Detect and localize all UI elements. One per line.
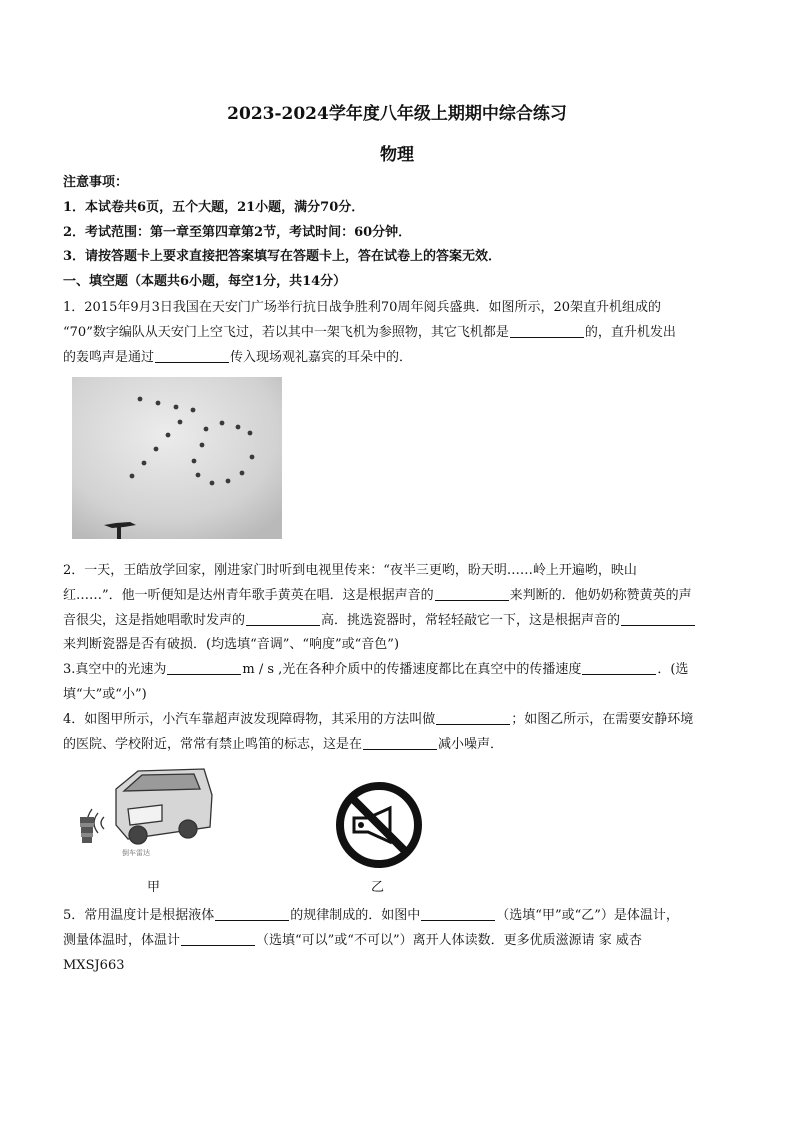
car-figure-caption: 倒车雷达 <box>122 849 150 857</box>
question-3-line: 填“大”或“小”) <box>63 687 147 702</box>
car-radar-figure <box>76 765 216 865</box>
section-heading: 一、填空题（本题共6小题，每空1分，共14分） <box>63 274 347 289</box>
answer-blank[interactable] <box>435 587 509 601</box>
answer-blank[interactable] <box>582 661 656 675</box>
answer-blank[interactable] <box>155 349 229 363</box>
answer-blank[interactable] <box>510 324 584 338</box>
answer-blank[interactable] <box>421 907 495 921</box>
helicopter-formation-photo <box>72 377 282 539</box>
no-honking-sign <box>334 780 424 870</box>
question-5-line: MXSJ663 <box>63 958 125 973</box>
question-4-line: 4．如图甲所示，小汽车靠超声波发现障碍物，其采用的方法叫做 ；如图乙所示，在需要安静环境 <box>63 712 694 727</box>
answer-blank[interactable] <box>363 736 437 750</box>
exam-title: 2023-2024学年度八年级上期期中综合练习 <box>227 104 567 124</box>
question-1-line: “70”数字编队从天安门上空飞过，若以其中一架飞机为参照物，其它飞机都是 的，直升机发出 <box>63 325 676 340</box>
question-2-line: 来判断瓷器是否有破损．(均选填“音调”、“响度”或“音色”) <box>63 637 400 652</box>
question-1-line: 的轰鸣声是通过 传入现场观礼嘉宾的耳朵中的． <box>63 350 413 365</box>
answer-blank[interactable] <box>436 711 510 725</box>
question-4-line: 的医院、学校附近，常常有禁止鸣笛的标志，这是在 减小噪声． <box>63 737 504 752</box>
note-item: 1．本试卷共6页，五个大题，21小题，满分70分． <box>63 200 365 215</box>
answer-blank[interactable] <box>181 932 255 946</box>
notes-heading: 注意事项： <box>63 175 129 190</box>
answer-blank[interactable] <box>246 612 320 626</box>
note-item: 3．请按答题卡上要求直接把答案填写在答题卡上，答在试卷上的答案无效． <box>63 249 502 264</box>
answer-blank[interactable] <box>167 661 241 675</box>
question-5-line: 5．常用温度计是根据液体 的规律制成的．如图中 （选填“甲”或“乙”）是体温计， <box>63 908 679 923</box>
figure-label-a: 甲 <box>147 880 161 895</box>
question-5-line: 测量体温时，体温计 （选填“可以”或“不可以”）离开人体读数．更多优质滋源请 家 威杏 <box>63 933 642 948</box>
question-2-line: 红……”．他一听便知是达州青年歌手黄英在唱．这是根据声音的 来判断的．他奶奶称赞黄英的声 <box>63 588 692 603</box>
answer-blank[interactable] <box>621 612 695 626</box>
subject-title: 物理 <box>380 145 414 165</box>
question-2-line: 2．一天，王皓放学回家，刚进家门时听到电视里传来：“夜半三更哟，盼天明……岭上开遍哟，映山 <box>63 563 637 578</box>
question-3-line: 3.真空中的光速为 m / s ,光在各种介质中的传播速度都比在真空中的传播速度 ．(选 <box>63 662 689 677</box>
figure-label-b: 乙 <box>371 880 385 895</box>
note-item: 2．考试范围：第一章至第四章第2节，考试时间：60分钟． <box>63 225 412 240</box>
question-1-line: 1．2015年9月3日我国在天安门广场举行抗日战争胜利70周年阅兵盛典．如图所示，20架直升机组成的 <box>63 300 661 315</box>
question-2-line: 音很尖，这是指她唱歌时发声的 高．挑选瓷器时，常轻轻敲它一下，这是根据声音的 <box>63 610 732 632</box>
answer-blank[interactable] <box>215 907 289 921</box>
